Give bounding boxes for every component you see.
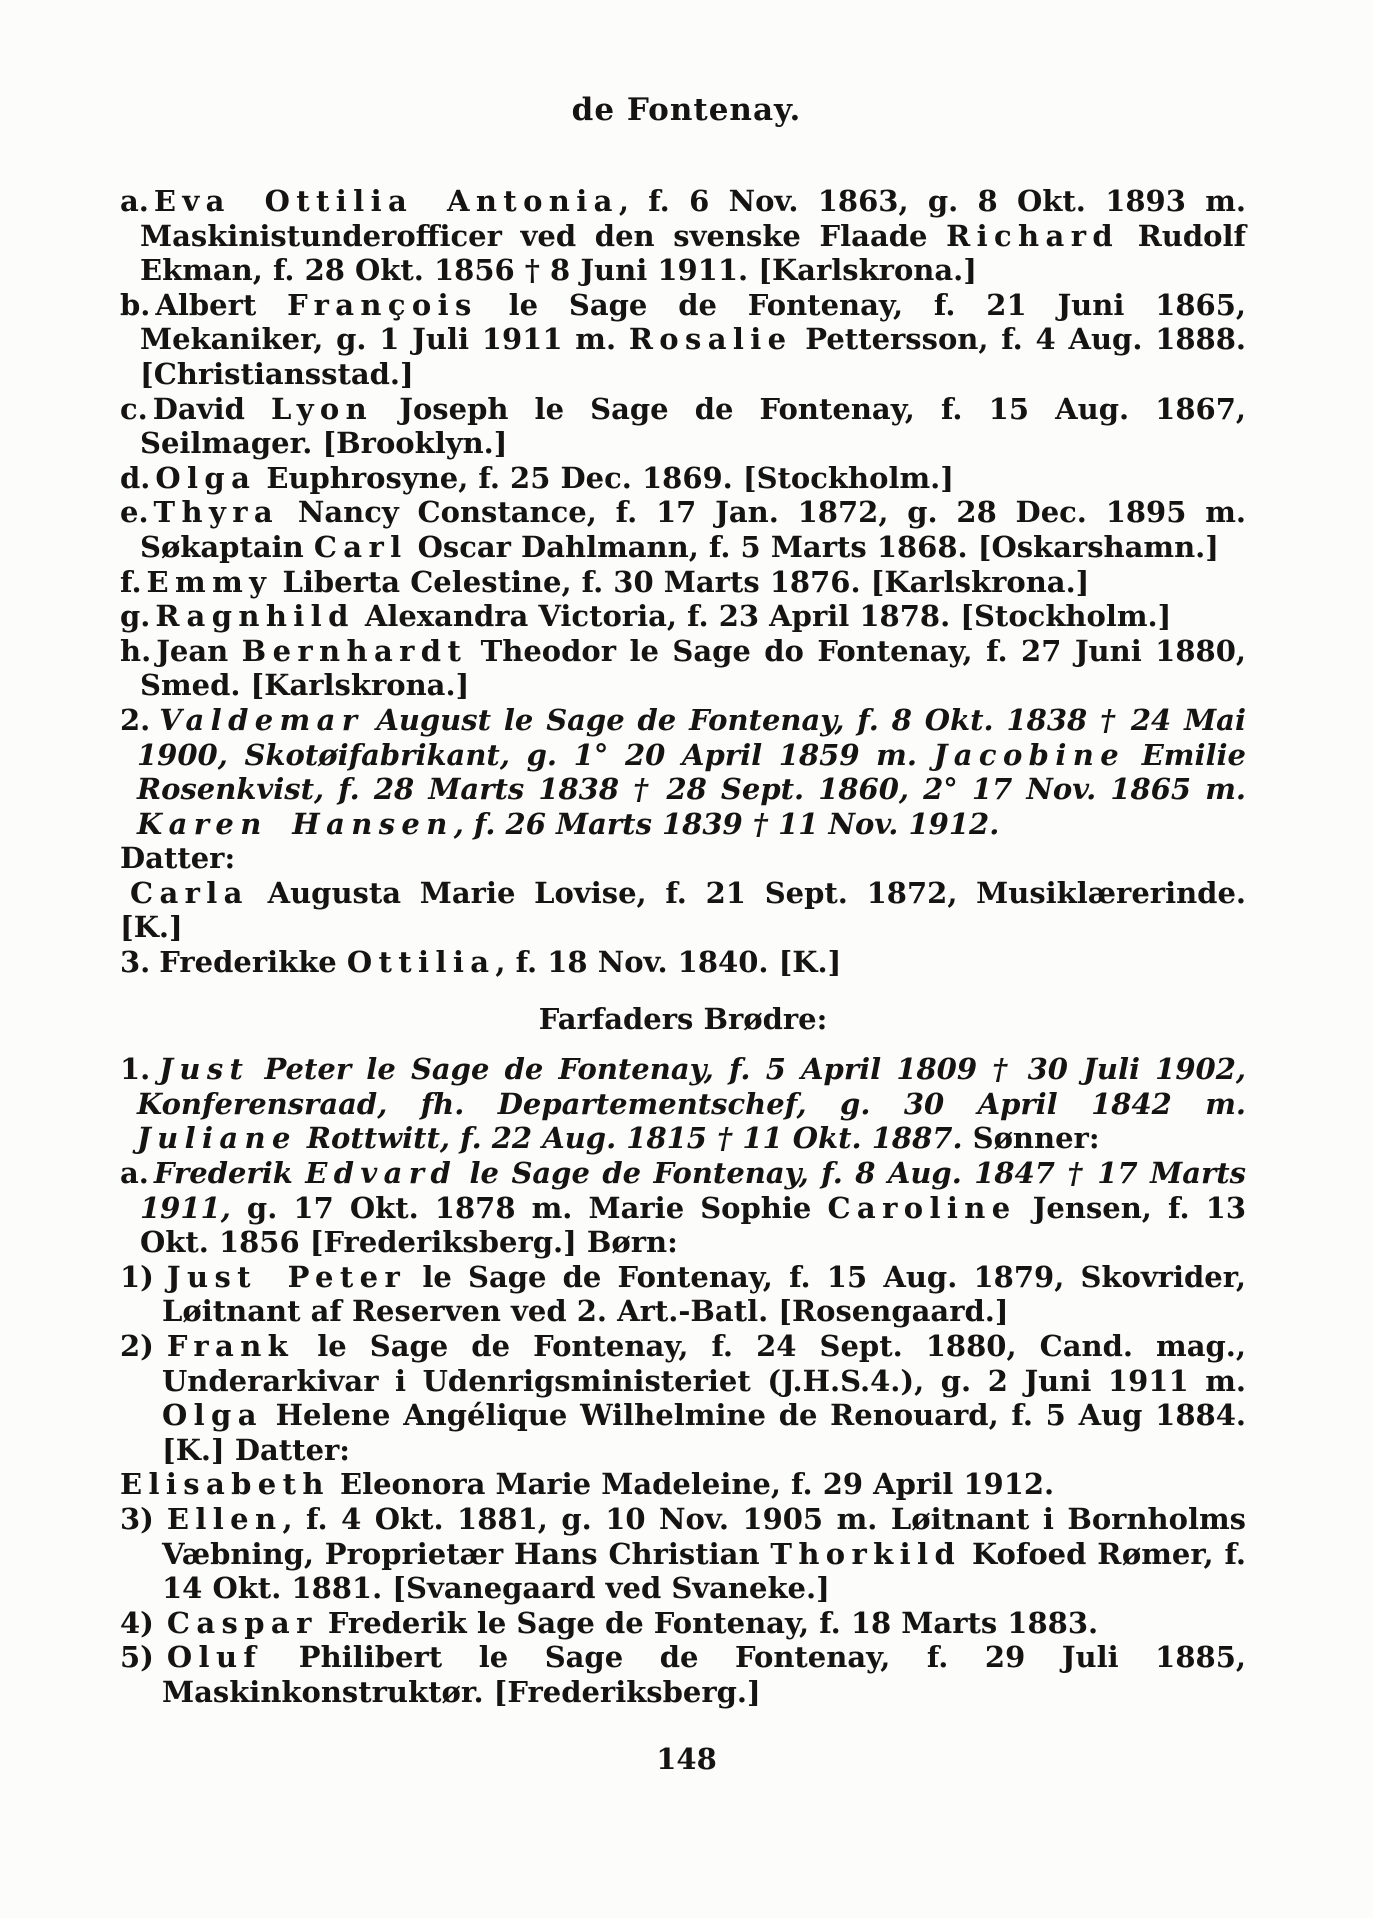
text-run: Caroline — [827, 1190, 1017, 1225]
text-run: le Sage de Fontenay, f. 21 Juni 1865, Mekaniker, g. 1 Juli 1911 m. — [140, 287, 1247, 357]
entry-1 — [120, 1052, 1246, 1156]
entry-1a-1 — [120, 1260, 1246, 1329]
text-run: Valdemar — [159, 702, 364, 737]
text-run: Jensen, f. 13 Okt. 1856 [Frederiksberg.] Børn: — [140, 1190, 1246, 1260]
text-run: Nancy Constance, f. 17 Jan. 1872, g. 28 Dec. 1895 m. Søkaptain — [140, 495, 1246, 564]
entry-label: d. — [120, 460, 151, 495]
text-run: Emilie Rosenkvist, f. 28 Marts 1838 † 28 Sept. 1860, 2° 17 Nov. 1865 m. — [137, 737, 1246, 807]
text-run: Frank — [166, 1329, 295, 1363]
text-run: Pettersson, f. 4 Aug. 1888. [Christiansstad.] — [140, 322, 1247, 391]
entry-label: e. — [120, 495, 149, 530]
text-run: August le Sage de Fontenay, f. 8 Okt. 1838 † 24 Mai 1900, Skotøifabrikant, g. 1° 20 April 1859 m. — [137, 702, 1246, 772]
entry-elisabeth — [120, 1467, 1246, 1502]
text-run: Farfaders Brødre: — [538, 1001, 828, 1036]
text-run: Jacobine — [933, 737, 1126, 772]
entry-label: h. — [120, 633, 152, 668]
text-run: Datter: — [120, 841, 236, 876]
entry-label: 2) — [120, 1329, 154, 1363]
text-run: Carla — [130, 875, 249, 910]
page-title: de Fontenay. — [571, 92, 802, 128]
section-heading-farfaders-brodre — [120, 1002, 1246, 1037]
text-run: Elisabeth — [120, 1467, 330, 1502]
text-run: Rosalie — [628, 322, 793, 357]
text-run: Ragnhild — [155, 599, 355, 634]
text-run: David — [152, 391, 271, 426]
text-run: Kofoed Rømer, f. 14 Okt. 1881. [Svanegaard ved Svaneke.] — [162, 1536, 1246, 1606]
genealogy-entries — [120, 184, 1246, 1710]
text-run: Helene Angélique Wilhelmine de Renouard, f. 5 Aug 1884. [K.] Datter: — [162, 1398, 1246, 1467]
text-run: , f. 26 Marts 1839 † 11 Nov. 1912. — [453, 806, 1000, 841]
text-run: François — [287, 287, 478, 322]
text-run: Thorkild — [770, 1536, 962, 1571]
text-run: Richard — [946, 218, 1120, 253]
entry-label: g. — [120, 599, 151, 634]
entry-label: 1. — [120, 1052, 151, 1087]
entry-1a-3 — [120, 1502, 1246, 1606]
entry-label: 4) — [120, 1605, 154, 1640]
text-run: le Sage de Fontenay, f. 24 Sept. 1880, Cand. mag., Underarkivar i Udenrigsministeriet (J.H.S.4.), g. 2 Juni 1911 m. — [162, 1329, 1246, 1398]
entry-label: 1) — [120, 1259, 154, 1294]
text-run: Frederik le Sage de Fontenay, f. 18 Marts 1883. — [317, 1605, 1099, 1640]
entry-e — [120, 495, 1246, 564]
text-run: Juliane — [137, 1121, 297, 1156]
entry-label: f. — [120, 564, 142, 599]
entry-h — [120, 634, 1246, 703]
text-run: Lyon — [270, 391, 374, 426]
entry-a — [120, 184, 1246, 288]
text-run: Oluf — [166, 1640, 263, 1675]
text-run: Jean — [156, 633, 242, 668]
entry-c — [120, 392, 1246, 461]
text-run: Liberta Celestine, f. 30 Marts 1876. [Karlskrona.] — [272, 564, 1090, 599]
text-run: Karen Hansen — [137, 806, 454, 841]
page-number: 148 — [656, 1741, 717, 1776]
text-run: Euphrosyne, f. 25 Dec. 1869. [Stockholm.] — [256, 460, 954, 495]
text-run: Rottwitt, f. 22 Aug. 1815 † 11 Okt. 1887. — [296, 1121, 963, 1156]
entry-label: a. — [120, 1156, 149, 1191]
entry-2 — [120, 703, 1246, 841]
text-run: Sønner: — [962, 1121, 1100, 1156]
entry-label: 5) — [120, 1640, 154, 1675]
text-run: Theodor le Sage do Fontenay, f. 27 Juni 1880, Smed. [Karlskrona.] — [140, 633, 1246, 703]
entry-3 — [120, 945, 1246, 980]
text-run: Ottilia — [346, 945, 496, 980]
text-run: , f. 18 Nov. 1840. [K.] — [495, 945, 842, 980]
text-run: Eva Ottilia Antonia — [153, 184, 619, 218]
entry-label: b. — [120, 287, 151, 322]
text-run: , f. 6 Nov. 1863, g. 8 Okt. 1893 m. Maskinistunderofficer ved den svenske Flaade — [140, 184, 1246, 253]
text-run: Peter le Sage de Fontenay, f. 5 April 1809 † 30 Juli 1902, Konferensraad, fh. Departementschef, g. 30 April 1842 m. — [137, 1052, 1246, 1121]
entry-carla — [120, 876, 1246, 945]
text-run: Olga — [155, 460, 257, 495]
text-run: Augusta Marie Lovise, f. 21 Sept. 1872, Musiklærerinde. [K.] — [120, 875, 1246, 945]
text-run: , f. 4 Okt. 1881, g. 10 Nov. 1905 m. Løitnant i Bornholms Væbning, Proprietær Hans Christian — [162, 1501, 1246, 1571]
text-run: Thyra — [153, 495, 280, 530]
entry-label: 3) — [120, 1501, 154, 1536]
entry-d — [120, 461, 1246, 496]
text-run: Carl — [313, 529, 408, 564]
entry-label: c. — [120, 391, 148, 426]
text-run: Bernhardt — [241, 633, 468, 668]
text-run: le Sage de Fontenay, f. 8 Aug. 1847 † 17 Marts 1911, — [140, 1156, 1246, 1225]
text-run: Frederik — [153, 1156, 306, 1191]
text-run: Olga — [162, 1398, 263, 1433]
entry-label: 3. — [120, 945, 151, 980]
entry-b — [120, 288, 1246, 392]
text-run: Edvard — [305, 1156, 458, 1191]
entry-1a-2 — [120, 1329, 1246, 1467]
text-run: Ellen — [166, 1501, 283, 1536]
text-run: Just — [159, 1052, 250, 1087]
text-run: Philibert le Sage de Fontenay, f. 29 Juli 1885, Maskinkonstruktør. [Frederiksberg.] — [162, 1640, 1246, 1709]
text-run: Oscar Dahlmann, f. 5 Marts 1868. [Oskarshamn.] — [407, 529, 1219, 564]
text-run: le Sage de Fontenay, f. 15 Aug. 1879, Skovrider, Løitnant af Reserven ved 2. Art.-Batl. [Rosengaard.] — [162, 1259, 1246, 1329]
entry-g — [120, 599, 1246, 634]
text-run: Alexandra Victoria, f. 23 April 1878. [Stockholm.] — [354, 599, 1172, 634]
text-run: Just Peter — [166, 1259, 407, 1294]
entry-1a — [120, 1156, 1246, 1260]
text-run: Albert — [155, 287, 288, 322]
text-run: Frederikke — [159, 945, 347, 980]
entry-f — [120, 565, 1246, 600]
entry-label: 2. — [120, 702, 151, 737]
entry-1a-5 — [120, 1640, 1246, 1709]
daughter-heading — [120, 841, 1246, 876]
text-run: Caspar — [166, 1605, 318, 1640]
text-run: Emmy — [146, 564, 273, 599]
entry-label: a. — [120, 184, 149, 218]
entry-1a-4 — [120, 1606, 1246, 1641]
text-run: g. 17 Okt. 1878 m. Marie Sophie — [230, 1190, 828, 1225]
text-run: Joseph le Sage de Fontenay, f. 15 Aug. 1867, Seilmager. [Brooklyn.] — [140, 391, 1246, 461]
text-run: Rudolf Ekman, f. 28 Okt. 1856 † 8 Juni 1911. [Karlskrona.] — [140, 218, 1246, 288]
text-run: Eleonora Marie Madeleine, f. 29 April 1912. — [329, 1467, 1055, 1502]
